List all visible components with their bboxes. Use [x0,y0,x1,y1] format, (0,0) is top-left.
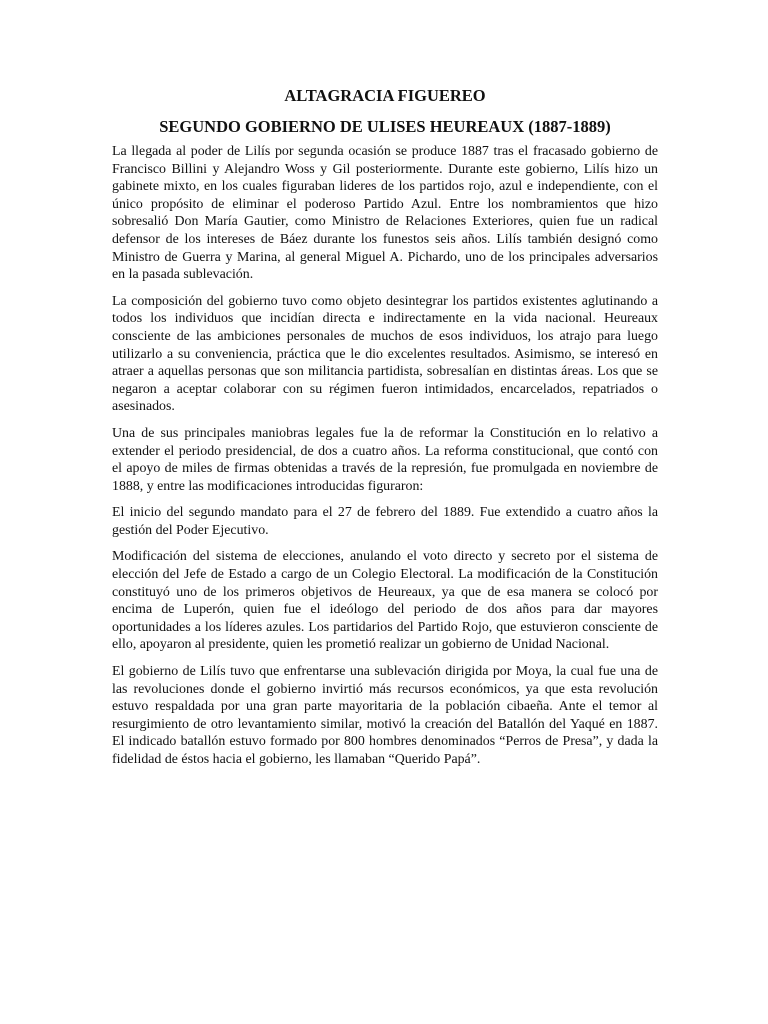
document-title: ALTAGRACIA FIGUEREO [284,86,486,105]
document-body [112,86,658,778]
document-subtitle: SEGUNDO GOBIERNO DE ULISES HEUREAUX (1887-1889) [159,117,611,136]
paragraph-4: El inicio del segundo mandato para el 27 de febrero del 1889. Fue extendido a cuatro años la gestión del Poder Ejecutivo. [112,505,658,538]
paragraph-1: La llegada al poder de Lilís por segunda ocasión se produce 1887 tras el fracasado gobierno de Francisco Billini y Alejandro Woss y Gil posteriormente. Durante este gobierno, Lilís hizo un gabinete mixto, en los cuales figuraban lideres de los partidos rojo, azul e independiente, con el único propósito de eliminar el poderoso Partido Azul. Entre los nombramientos que hizo sobresalió Don María Gautier, como Ministro de Relaciones Exteriores, quien fue un radical defensor de los intereses de Báez durante los funestos seis años. Lilís también designó como Ministro de Guerra y Marina, al general Miguel A. Pichardo, uno de los principales adversarios en la pasada sublevación. [112,144,658,283]
paragraph-6: El gobierno de Lilís tuvo que enfrentarse una sublevación dirigida por Moya, la cual fue una de las revoluciones donde el gobierno invirtió más recursos económicos, ya que esta revolución estuvo respaldada por una gran parte mayoritaria de la población cibaeña. Ante el temor al resurgimiento de otro levantamiento similar, motivó la creación del Batallón del Yaqué en 1887. El indicado batallón estuvo formado por 800 hombres denominados “Perros de Presa”, y dada la fidelidad de éstos hacia el gobierno, les llamaban “Querido Papá”. [112,664,658,767]
paragraph-5: Modificación del sistema de elecciones, anulando el voto directo y secreto por el sistema de elección del Jefe de Estado a cargo de un Colegio Electoral. La modificación de la Constitución constituyó uno de los primeros objetivos de Heureaux, ya que de esa manera se colocó por encima de Luperón, quien fue el ideólogo del periodo de dos años para dar mayores oportunidades a los líderes azules. Los partidarios del Partido Rojo, que estuvieron consciente de ello, apoyaron al presidente, quien les prometió realizar un gobierno de Unidad Nacional. [112,549,658,653]
paragraph-3: Una de sus principales maniobras legales fue la de reformar la Constitución en lo relativo a extender el periodo presidencial, de dos a cuatro años. La reforma constitucional, que contó con el apoyo de miles de firmas obtenidas a través de la represión, fue promulgada en noviembre de 1888, y entre las modificaciones introducidas figuraron: [112,425,658,494]
paragraph-2: La composición del gobierno tuvo como objeto desintegrar los partidos existentes aglutinando a todos los individuos que incidían directa e indirectamente en la vida nacional. Heureaux consciente de las ambiciones personales de muchos de esos individuos, los atrajo para luego utilizarlo a su conveniencia, práctica que le dio excelentes resultados. Asimismo, se interesó en atraer a aquellas personas que son militancia partidista, sobresalían en distintas áreas. Los que se negaron a aceptar colaborar con su régimen fueron intimidados, encarcelados, repatriados o asesinados. [112,293,658,415]
